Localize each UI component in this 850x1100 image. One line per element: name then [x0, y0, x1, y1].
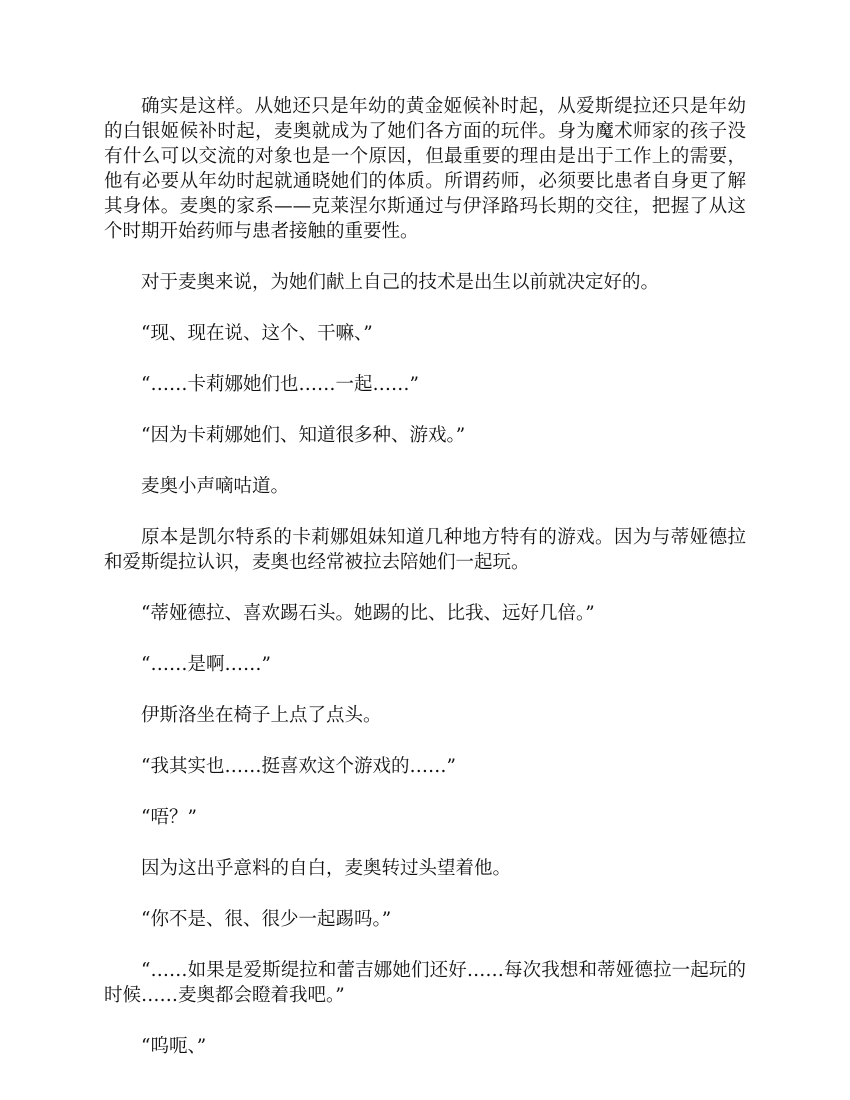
paragraph: “唔？”	[141, 807, 197, 828]
paragraph: 麦奥小声嘀咕道。	[141, 476, 290, 497]
paragraph: “因为卡莉娜她们、知道很多种、游戏。”	[141, 425, 466, 446]
paragraph: 伊斯洛坐在椅子上点了点头。	[141, 705, 382, 726]
paragraph: 因为这出乎意料的自白，麦奥转过头望着他。	[141, 858, 512, 879]
paragraph: “蒂娅德拉、喜欢踢石头。她踢的比、比我、远好几倍。”	[141, 603, 595, 624]
paragraph: 对于麦奥来说，为她们献上自己的技术是出生以前就决定好的。	[141, 272, 660, 293]
paragraph: “我其实也……挺喜欢这个游戏的……”	[141, 756, 456, 777]
paragraph: 确实是这样。从她还只是年幼的黄金姬候补时起，从爱斯缇拉还只是年幼的白银姬候补时起，麦奥就成为了她们各方面的玩伴。身为魔术师家的孩子没有什么可以交流的对象也是一个原因，但最重要的理由是出于工作上的需要，他有必要从年幼时起就通晓她们的体质。所谓药师，必须要比患者自身更了解其身体。麦奥的家系——克莱涅尔斯通过与伊泽路玛长期的交往，把握了从这个时期开始药师与患者接触的重要性。	[104, 96, 746, 242]
paragraph: “……是啊……”	[141, 654, 271, 675]
paragraph: 原本是凯尔特系的卡莉娜姐妹知道几种地方特有的游戏。因为与蒂娅德拉和爱斯缇拉认识，麦奥也经常被拉去陪她们一起玩。	[104, 527, 746, 573]
paragraph: “呜呃、”	[141, 1036, 207, 1057]
paragraph: “……卡莉娜她们也……一起……”	[141, 374, 419, 395]
paragraph: “你不是、很、很少一起踢吗。”	[141, 909, 392, 930]
paragraph: “现、现在说、这个、干嘛、”	[141, 323, 373, 344]
paragraph: “……如果是爱斯缇拉和蕾吉娜她们还好……每次我想和蒂娅德拉一起玩的时候……麦奥都会瞪着我吧。”	[104, 960, 746, 1006]
